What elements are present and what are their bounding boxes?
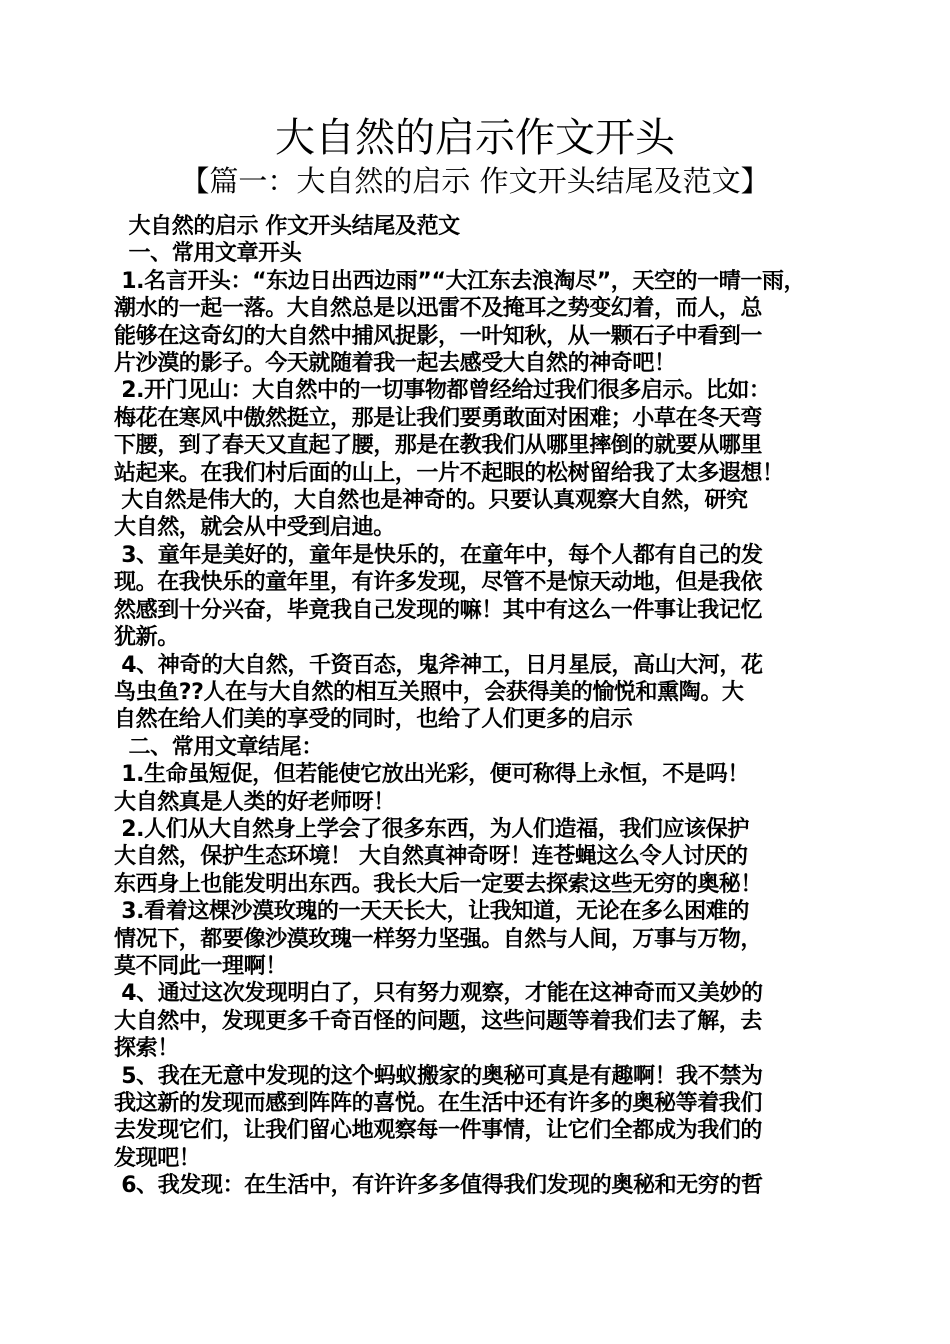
body-line: 情况下，都要像沙漠玫瑰一样努力坚强。自然与人间，万事与万物， — [114, 926, 763, 952]
body-line: 鸟虫鱼??人在与大自然的相互关照中，会获得美的愉悦和熏陶。大 — [114, 679, 744, 705]
body-line: 大自然，保护生态环境！ 大自然真神奇呀！连苍蝇这么令人讨厌的 — [114, 844, 748, 870]
body-line: 莫不同此一理啊！ — [114, 953, 287, 979]
body-line: 大自然真是人类的好老师呀！ — [114, 789, 395, 815]
body-line: 我这新的发现而感到阵阵的喜悦。在生活中还有许多的奥秘等着我们 — [114, 1091, 763, 1116]
body-line: 然感到十分兴奋，毕竟我自己发现的嘛！其中有这么一件事让我记忆 — [114, 597, 763, 623]
body-line: 下腰，到了春天又直起了腰，那是在教我们从哪里摔倒的就要从哪里 — [114, 433, 763, 459]
body-line: 站起来。在我们村后面的山上，一片不起眼的松树留给我了太多遐想！ — [114, 460, 784, 486]
body-line: 6、我发现：在生活中，有许许多多值得我们发现的奥秘和无穷的哲 — [114, 1173, 763, 1199]
body-line: 1.生命虽短促，但若能使它放出光彩，便可称得上永恒，不是吗！ — [114, 762, 749, 788]
body-line: 大自然是伟大的，大自然也是神奇的。只要认真观察大自然，研究 — [114, 488, 748, 514]
body-line: 大自然中，发现更多千奇百怪的问题，这些问题等着我们去了解，去 — [114, 1008, 763, 1034]
body-line: 自然在给人们美的享受的同时，也给了人们更多的启示 — [114, 707, 633, 733]
body-line: 4、通过这次发现明白了，只有努力观察，才能在这神奇而又美妙的 — [114, 981, 763, 1007]
body-line: 探索！ — [114, 1036, 179, 1062]
document-body — [114, 213, 846, 1200]
body-line: 潮水的一起一落。大自然总是以迅雷不及掩耳之势变幻着，而人，总 — [114, 296, 763, 322]
body-line: 去发现它们，让我们留心地观察每一件事情，让它们全都成为我们的 — [114, 1118, 763, 1144]
body-line: 2.开门见山：大自然中的一切事物都曾经给过我们很多启示。比如： — [114, 378, 771, 404]
body-line: 2.人们从大自然身上学会了很多东西，为人们造福，我们应该保护 — [114, 816, 749, 842]
body-line: 5、我在无意中发现的这个蚂蚁搬家的奥秘可真是有趣啊！我不禁为 — [114, 1063, 763, 1089]
body-line: 东西身上也能发明出东西。我长大后一定要去探索这些无穷的奥秘！ — [114, 871, 763, 897]
document-subtitle: 【篇一：大自然的启示 作文开头结尾及范文】 — [180, 164, 770, 198]
body-line: 能够在这奇幻的大自然中捕风捉影，一叶知秋，从一颗石子中看到一 — [114, 323, 763, 349]
body-line: 发现吧！ — [114, 1145, 201, 1171]
body-line: 犹新。 — [114, 625, 179, 651]
body-line: 3.看着这棵沙漠玫瑰的一天天长大，让我知道，无论在多么困难的 — [114, 899, 749, 925]
body-line: 4、神奇的大自然，千资百态，鬼斧神工，日月星辰，高山大河，花 — [114, 652, 763, 678]
body-line: 1.名言开头：“东边日出西边雨”“大江东去浪淘尽”，天空的一晴一雨， — [114, 268, 806, 294]
document-title: 大自然的启示作文开头 — [275, 115, 675, 161]
body-line: 大自然的启示 作文开头结尾及范文 — [114, 214, 460, 239]
body-line: 3、童年是美好的，童年是快乐的，在童年中，每个人都有自己的发 — [114, 542, 763, 568]
body-line: 大自然，就会从中受到启迪。 — [114, 515, 395, 541]
body-line: 二、常用文章结尾： — [114, 734, 323, 760]
body-line: 一、常用文章开头 — [114, 241, 302, 267]
body-line: 现。在我快乐的童年里，有许多发现，尽管不是惊天动地，但是我依 — [114, 570, 763, 596]
body-line: 梅花在寒风中傲然挺立，那是让我们要勇敢面对困难；小草在冬天弯 — [114, 405, 763, 431]
body-line: 片沙漠的影子。今天就随着我一起去感受大自然的神奇吧！ — [114, 351, 676, 377]
